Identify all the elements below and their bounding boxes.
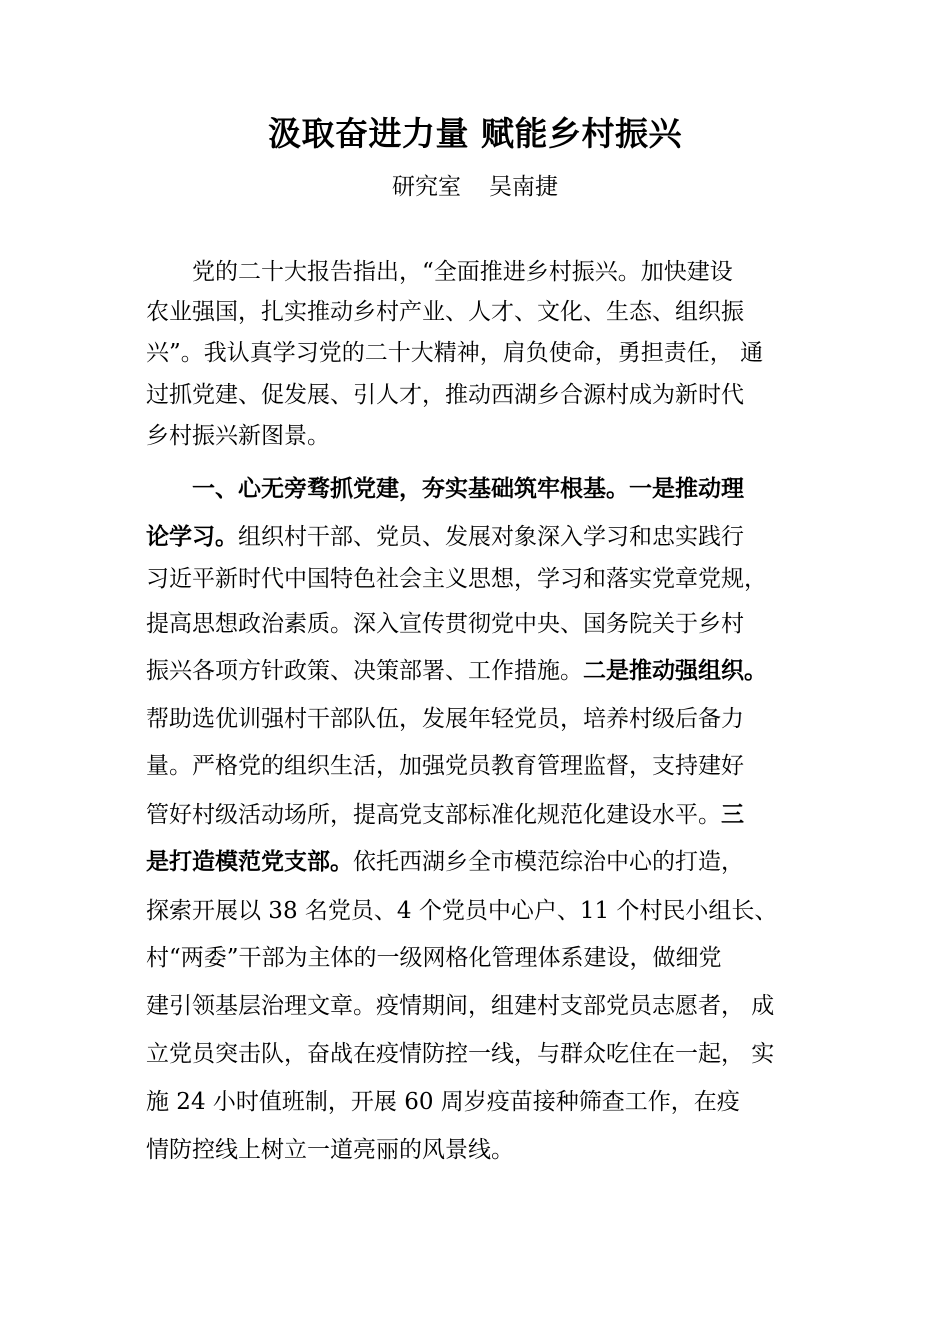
section-1-line-6: 帮助选优训强村干部队伍，发展年轻党员，培养村级后备力: [146, 706, 744, 732]
section-1-heading-cont: 论学习。: [146, 524, 238, 550]
section-1-line-12: 建引领基层治理文章。疫情期间，组建村支部党员志愿者， 成: [146, 993, 775, 1019]
section-1-line-9: [146, 847, 744, 877]
section-1-line-5-text: 振兴各项方针政策、决策部署、工作措施。: [146, 658, 583, 684]
paragraph-1-line-4: 过抓党建、促发展、引人才，推动西湖乡合源村成为新时代: [146, 382, 744, 408]
section-1-line-14: 施 24 小时值班制，开展 60 周岁疫苗接种筛查工作，在疫: [146, 1089, 740, 1115]
byline: [0, 172, 950, 202]
section-1-line-8-text: 管好村级活动场所，提高党支部标准化规范化建设水平。: [146, 802, 721, 828]
section-1-heading: 一、心无旁骛抓党建，夯实基础筑牢根基。一是推动理: [192, 476, 744, 502]
paragraph-1-line-2: 农业强国，扎实推动乡村产业、人才、文化、生态、组织振: [146, 299, 744, 325]
section-1-heading-line-1: [192, 474, 744, 504]
subheading-strong-organization: 二是推动强组织。: [583, 658, 767, 684]
section-1-line-3: 习近平新时代中国特色社会主义思想，学习和落实党章党规，: [146, 566, 767, 592]
section-1-line-11: 村“两委”干部为主体的一级网格化管理体系建设，做细党: [146, 945, 722, 971]
paragraph-1-line-5: 乡村振兴新图景。: [146, 423, 330, 449]
author-name: 吴南捷: [489, 174, 558, 200]
section-1-line-7: 量。严格党的组织生活，加强党员教育管理监督，支持建好: [146, 753, 744, 779]
section-1-line-2: [146, 522, 744, 552]
section-1-line-5: [146, 656, 767, 686]
section-1-line-8: [146, 800, 744, 830]
author-department: 研究室: [392, 174, 461, 200]
section-1-line-4: 提高思想政治素质。深入宣传贯彻党中央、国务院关于乡村: [146, 611, 744, 637]
section-1-line-10: 探索开展以 38 名党员、4 个党员中心户、11 个村民小组长、: [146, 898, 778, 924]
paragraph-1-line-3: 兴”。我认真学习党的二十大精神，肩负使命，勇担责任， 通: [146, 340, 764, 366]
subheading-model-branch-start: 三: [721, 802, 744, 828]
section-1-line-9-text: 依托西湖乡全市模范综治中心的打造，: [353, 849, 744, 875]
section-1-line-15: 情防控线上树立一道亮丽的风景线。: [146, 1137, 514, 1163]
document-title: 汲取奋进力量 赋能乡村振兴: [268, 114, 682, 153]
section-1-line-13: 立党员突击队，奋战在疫情防控一线，与群众吃住在一起， 实: [146, 1041, 775, 1067]
section-1-line-2-text: 组织村干部、党员、发展对象深入学习和忠实践行: [238, 524, 744, 550]
subheading-model-branch: 是打造模范党支部。: [146, 849, 353, 875]
paragraph-1-line-1: 党的二十大报告指出，“全面推进乡村振兴。加快建设: [192, 259, 733, 285]
